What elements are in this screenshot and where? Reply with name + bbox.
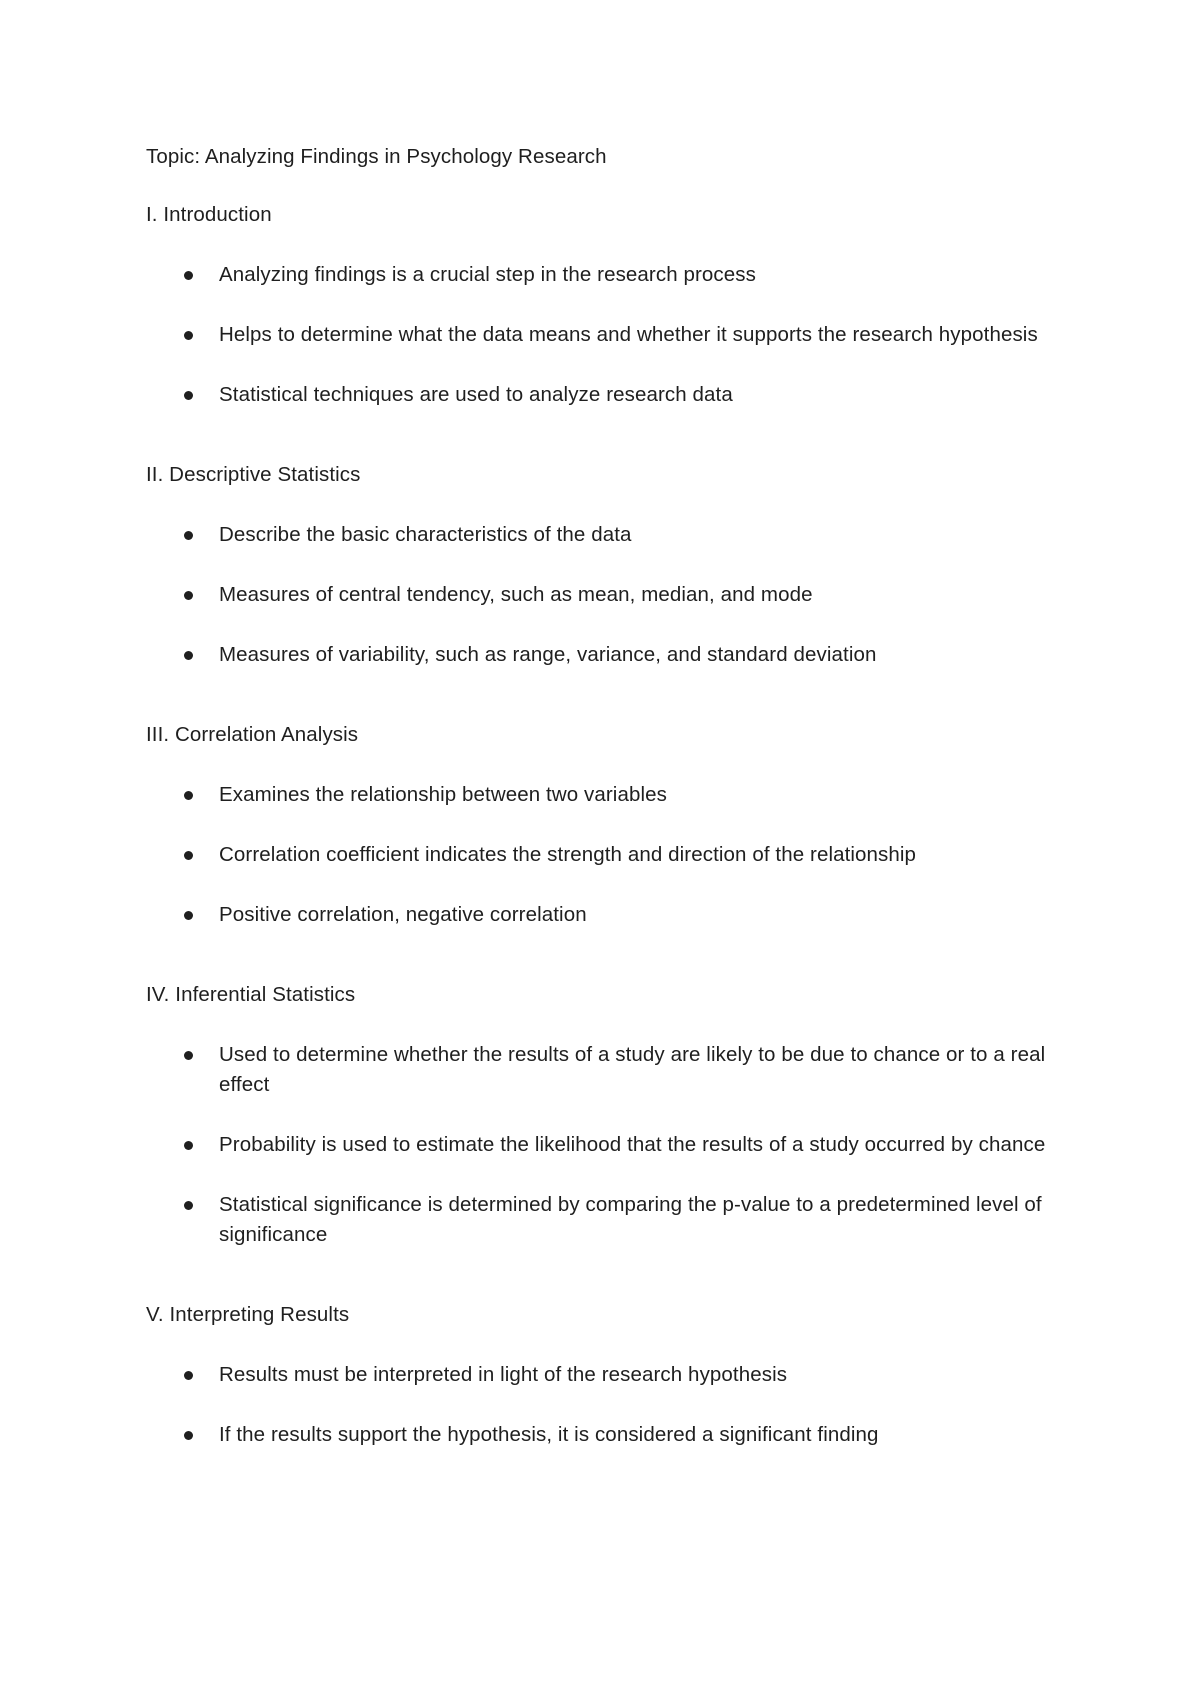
bullet-icon <box>184 531 193 540</box>
list-item-text: Statistical techniques are used to analyze research data <box>219 383 733 406</box>
list-item-text: Probability is used to estimate the likelihood that the results of a study occurred by chance <box>219 1133 1046 1156</box>
list-item <box>146 260 1049 290</box>
section-heading: II. Descriptive Statistics <box>146 463 361 486</box>
bullet-icon <box>184 391 193 400</box>
bullet-icon <box>184 1371 193 1380</box>
list-item-text: Used to determine whether the results of a study are likely to be due to chance or to a real effect <box>219 1043 1046 1096</box>
section-interpreting-results <box>146 1300 1066 1450</box>
list-item <box>146 1360 1049 1390</box>
bullet-icon <box>184 1431 193 1440</box>
section-inferential-statistics <box>146 980 1066 1250</box>
list-item <box>146 840 1049 870</box>
bullet-icon <box>184 331 193 340</box>
list-item <box>146 1130 1049 1160</box>
list-item <box>146 320 1049 350</box>
bullet-list <box>146 1040 1066 1250</box>
list-item-text: Describe the basic characteristics of the data <box>219 523 632 546</box>
list-item <box>146 580 1049 610</box>
list-item <box>146 900 1049 930</box>
bullet-list <box>146 780 1066 930</box>
bullet-icon <box>184 271 193 280</box>
bullet-icon <box>184 1201 193 1210</box>
bullet-icon <box>184 1051 193 1060</box>
list-item-text: Statistical significance is determined by comparing the p-value to a predetermined level of significance <box>219 1193 1042 1246</box>
list-item-text: Measures of central tendency, such as mean, median, and mode <box>219 583 813 606</box>
list-item-text: If the results support the hypothesis, it is considered a significant finding <box>219 1423 879 1446</box>
list-item <box>146 1190 1049 1250</box>
bullet-icon <box>184 651 193 660</box>
bullet-icon <box>184 791 193 800</box>
list-item <box>146 1420 1049 1450</box>
section-heading: IV. Inferential Statistics <box>146 983 356 1006</box>
list-item <box>146 640 1049 670</box>
bullet-list <box>146 260 1066 410</box>
section-correlation-analysis <box>146 720 1066 930</box>
section-heading: III. Correlation Analysis <box>146 723 359 746</box>
bullet-icon <box>184 591 193 600</box>
list-item-text: Helps to determine what the data means and whether it supports the research hypothesis <box>219 323 1038 346</box>
document-title: Topic: Analyzing Findings in Psychology Research <box>146 145 607 168</box>
section-heading: I. Introduction <box>146 203 272 226</box>
document-body <box>146 142 1066 1450</box>
section-descriptive-statistics <box>146 460 1066 670</box>
section-heading: V. Interpreting Results <box>146 1303 350 1326</box>
bullet-list <box>146 1360 1066 1450</box>
list-item <box>146 1040 1049 1100</box>
list-item <box>146 520 1049 550</box>
bullet-list <box>146 520 1066 670</box>
list-item <box>146 780 1049 810</box>
section-introduction <box>146 200 1066 410</box>
list-item-text: Correlation coefficient indicates the strength and direction of the relationship <box>219 843 917 866</box>
bullet-icon <box>184 851 193 860</box>
list-item-text: Positive correlation, negative correlation <box>219 903 587 926</box>
bullet-icon <box>184 911 193 920</box>
bullet-icon <box>184 1141 193 1150</box>
list-item-text: Analyzing findings is a crucial step in the research process <box>219 263 756 286</box>
list-item-text: Examines the relationship between two variables <box>219 783 667 806</box>
list-item-text: Results must be interpreted in light of the research hypothesis <box>219 1363 788 1386</box>
list-item-text: Measures of variability, such as range, variance, and standard deviation <box>219 643 877 666</box>
list-item <box>146 380 1049 410</box>
